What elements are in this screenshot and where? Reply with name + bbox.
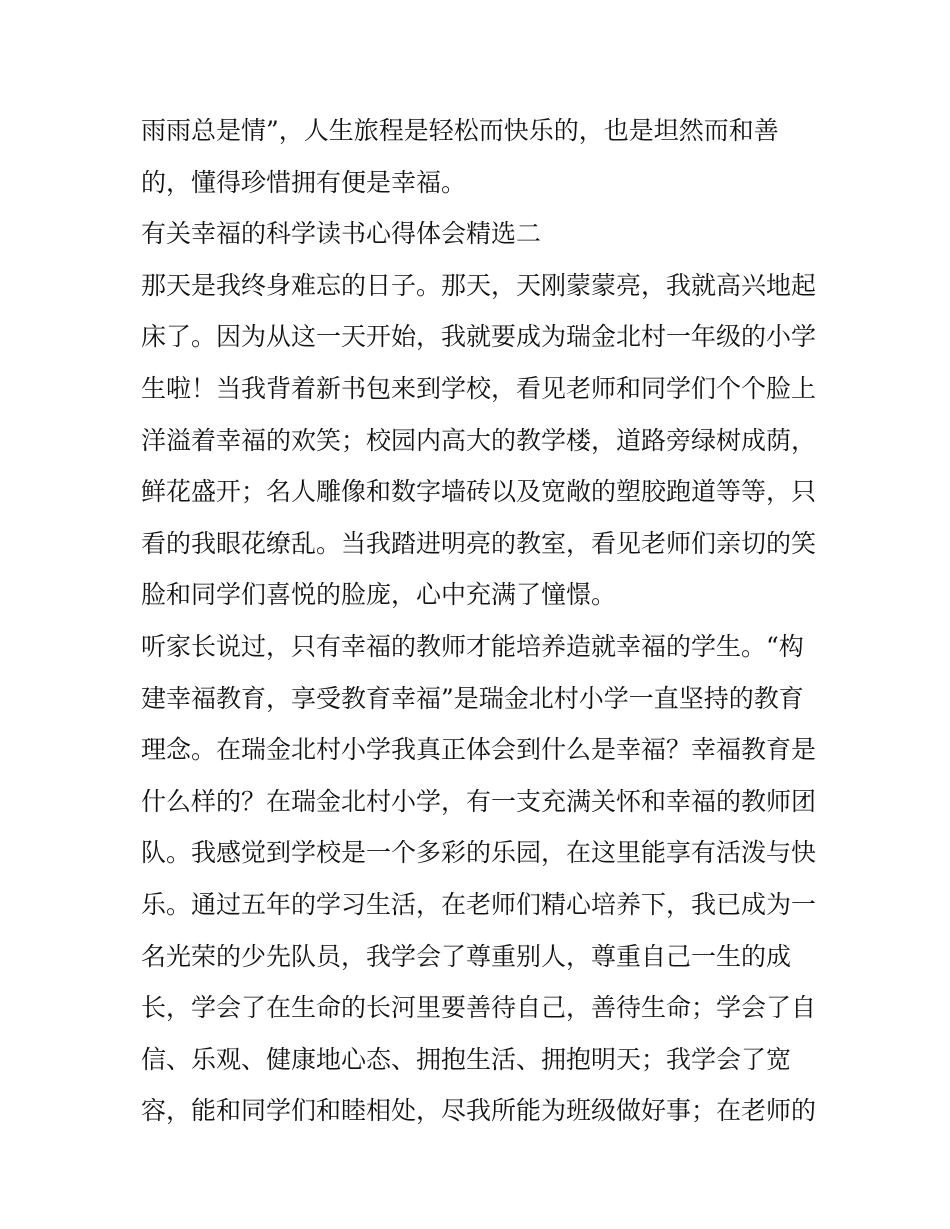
- text-line-6: 生啦！当我背着新书包来到学校，看见老师和同学们个个脸上: [141, 373, 817, 403]
- text-line-8: 鲜花盛开；名人雕像和数字墙砖以及宽敞的塑胶跑道等等，只: [141, 477, 817, 507]
- text-line-7: 洋溢着幸福的欢笑；校园内高大的教学楼，道路旁绿树成荫，: [141, 425, 817, 455]
- section-heading: 有关幸福的科学读书心得体会精选二: [141, 219, 542, 249]
- text-line-1: 雨雨总是情”，人生旅程是轻松而快乐的，也是坦然而和善: [141, 116, 779, 145]
- body-text: [141, 109, 821, 1141]
- text-line-9: 看的我眼花缭乱。当我踏进明亮的教室，看见老师们亲切的笑: [141, 528, 817, 558]
- text-line-16: 乐。通过五年的学习生活，在老师们精心培养下，我已成为一: [141, 889, 817, 919]
- text-line-13: 理念。在瑞金北村小学我真正体会到什么是幸福？幸福教育是: [141, 735, 817, 765]
- text-line-2: 的，懂得珍惜拥有便是幸福。: [141, 167, 467, 197]
- text-line-15: 队。我感觉到学校是一个多彩的乐园，在这里能享有活泼与快: [141, 838, 817, 868]
- text-line-4: 那天是我终身难忘的日子。那天，天刚蒙蒙亮，我就高兴地起: [141, 270, 817, 300]
- text-line-17: 名光荣的少先队员，我学会了尊重别人，尊重自己一生的成: [141, 941, 792, 971]
- text-line-11: 听家长说过，只有幸福的教师才能培养造就幸福的学生。“构: [141, 631, 804, 661]
- text-line-14: 什么样的？在瑞金北村小学，有一支充满关怀和幸福的教师团: [141, 786, 817, 816]
- text-line-5: 床了。因为从这一天开始，我就要成为瑞金北村一年级的小学: [141, 322, 817, 352]
- text-line-12: 建幸福教育，享受教育幸福”是瑞金北村小学一直坚持的教育: [141, 683, 804, 713]
- text-line-10: 脸和同学们喜悦的脸庞，心中充满了憧憬。: [141, 580, 617, 610]
- text-line-20: 容，能和同学们和睦相处，尽我所能为班级做好事；在老师的: [141, 1096, 817, 1126]
- text-line-18: 长，学会了在生命的长河里要善待自己，善待生命；学会了自: [141, 993, 817, 1023]
- text-line-19: 信、乐观、健康地心态、拥抱生活、拥抱明天；我学会了宽: [141, 1044, 792, 1074]
